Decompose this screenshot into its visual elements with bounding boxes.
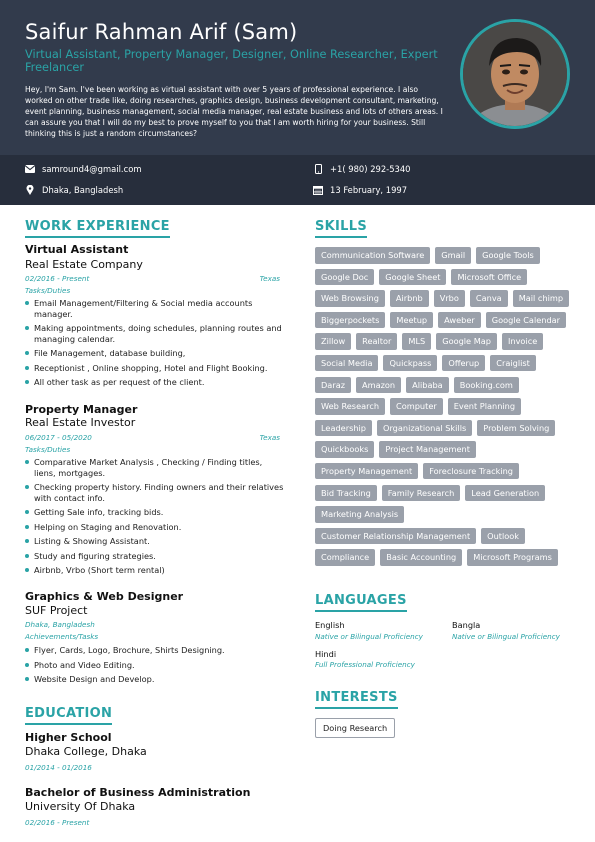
email-text[interactable]: samround4@gmail.com bbox=[42, 164, 142, 174]
language-level: Native or Bilingual Proficiency bbox=[452, 632, 560, 641]
skill-tag: Google Tools bbox=[476, 247, 540, 264]
education-degree: Bachelor of Business Administration bbox=[25, 786, 251, 799]
company: Real Estate Investor bbox=[25, 416, 136, 429]
list-item: Photo and Video Editing. bbox=[25, 660, 285, 671]
list-item: Email Management/Filtering & Social media accounts manager. bbox=[25, 298, 285, 319]
phone-contact[interactable] bbox=[313, 161, 411, 177]
headline: Virtual Assistant, Property Manager, Designer, Online Researcher, Expert Freelancer bbox=[25, 48, 438, 74]
job-title: Property Manager bbox=[25, 403, 138, 416]
job-location: Texas bbox=[259, 433, 280, 442]
education-school: Dhaka College, Dhaka bbox=[25, 745, 147, 758]
job-title: Virtual Assistant bbox=[25, 243, 129, 256]
skill-tag: Offerup bbox=[442, 355, 485, 372]
skill-tag: MLS bbox=[402, 333, 431, 350]
skill-tag: Problem Solving bbox=[477, 420, 555, 437]
skill-tag: Aweber bbox=[438, 312, 481, 329]
list-item: Flyer, Cards, Logo, Brochure, Shirts Designing. bbox=[25, 645, 285, 656]
skill-tag: Booking.com bbox=[454, 377, 519, 394]
location-contact bbox=[25, 182, 123, 198]
language-level: Native or Bilingual Proficiency bbox=[315, 632, 423, 641]
email-contact[interactable] bbox=[25, 161, 141, 177]
skill-tag: Biggerpockets bbox=[315, 312, 385, 329]
list-item: Airbnb, Vrbo (Short term rental) bbox=[25, 565, 285, 576]
job-dates: Dhaka, Bangladesh bbox=[25, 620, 95, 629]
language-name: English bbox=[315, 620, 345, 630]
skill-tag: Google Sheet bbox=[379, 269, 446, 286]
skill-tag: Lead Generation bbox=[465, 485, 545, 502]
skill-tag: Alibaba bbox=[406, 377, 449, 394]
skill-tag: Family Research bbox=[382, 485, 461, 502]
language-name: Hindi bbox=[315, 649, 337, 659]
education-dates: 01/2014 - 01/2016 bbox=[25, 763, 92, 772]
skill-tag: Leadership bbox=[315, 420, 372, 437]
languages-heading: LANGUAGES bbox=[315, 593, 407, 612]
duty-list bbox=[25, 645, 285, 689]
skill-tag: Microsoft Programs bbox=[467, 549, 558, 566]
list-item: Helping on Staging and Renovation. bbox=[25, 522, 285, 533]
skill-tag: Amazon bbox=[356, 377, 401, 394]
skill-tag: Realtor bbox=[356, 333, 397, 350]
list-item: All other task as per request of the client. bbox=[25, 377, 285, 388]
skill-tag: Vrbo bbox=[434, 290, 465, 307]
skill-tag: Basic Accounting bbox=[380, 549, 462, 566]
interest-tag: Doing Research bbox=[315, 718, 395, 738]
list-item: Checking property history. Finding owners and their relatives with contact info. bbox=[25, 482, 285, 503]
phone-icon bbox=[313, 164, 323, 174]
job-meta bbox=[25, 274, 280, 283]
skill-tag: Communication Software bbox=[315, 247, 430, 264]
tasks-label: Tasks/Duties bbox=[25, 445, 71, 454]
education-degree: Higher School bbox=[25, 731, 112, 744]
birthday-text: 13 February, 1997 bbox=[330, 185, 408, 195]
skill-tag: Gmail bbox=[435, 247, 471, 264]
list-item: Making appointments, doing schedules, planning routes and managing calendar. bbox=[25, 323, 285, 344]
location-pin-icon bbox=[25, 185, 35, 195]
job-location: Texas bbox=[259, 274, 280, 283]
birthday-contact bbox=[313, 182, 407, 198]
skill-tag: Google Calendar bbox=[486, 312, 566, 329]
skill-tag: Mail chimp bbox=[513, 290, 569, 307]
skill-tag: Marketing Analysis bbox=[315, 506, 404, 523]
profile-photo-illustration bbox=[463, 22, 567, 126]
phone-text[interactable]: +1( 980) 292-5340 bbox=[330, 164, 411, 174]
skill-tag: Google Map bbox=[436, 333, 497, 350]
skill-tag: Invoice bbox=[502, 333, 543, 350]
skill-tag: Social Media bbox=[315, 355, 378, 372]
skill-tag: Microsoft Office bbox=[451, 269, 527, 286]
tasks-label: Achievements/Tasks bbox=[25, 632, 99, 641]
skills-heading: SKILLS bbox=[315, 219, 367, 238]
list-item: Listing & Showing Assistant. bbox=[25, 536, 285, 547]
list-item: Website Design and Develop. bbox=[25, 674, 285, 685]
skill-tag: Craiglist bbox=[490, 355, 536, 372]
education-dates: 02/2016 - Present bbox=[25, 818, 90, 827]
skill-tag: Bid Tracking bbox=[315, 485, 377, 502]
skill-tag: Outlook bbox=[481, 528, 525, 545]
skill-tag: Google Doc bbox=[315, 269, 374, 286]
calendar-icon bbox=[313, 185, 323, 195]
summary: Hey, I'm Sam. I've been working as virtual assistant with over 5 years of professional experience. I also worked on other trade like, doing researches, graphics design, business development consultant, marketing, event planning, business management, social media manager, real estate business and lots of others areas. I can assure you that I will do my best to prove myself to you that I am worth hiring for your business. Still thinking this is just a random circumstances? bbox=[25, 85, 443, 138]
skill-tag: Property Management bbox=[315, 463, 418, 480]
list-item: Receptionist , Online shopping, Hotel and Flight Booking. bbox=[25, 363, 285, 374]
list-item: Study and figuring strategies. bbox=[25, 551, 285, 562]
list-item: File Management, database building, bbox=[25, 348, 285, 359]
skill-tag: Event Planning bbox=[448, 398, 521, 415]
email-icon bbox=[25, 164, 35, 174]
skill-tag: Canva bbox=[470, 290, 508, 307]
location-text: Dhaka, Bangladesh bbox=[42, 185, 124, 195]
skill-tag: Web Research bbox=[315, 398, 385, 415]
skill-tag: Daraz bbox=[315, 377, 351, 394]
list-item: Comparative Market Analysis , Checking / Finding titles, liens, mortgages. bbox=[25, 457, 285, 478]
skill-tag: Compliance bbox=[315, 549, 375, 566]
language-name: Bangla bbox=[452, 620, 481, 630]
profile-photo bbox=[460, 19, 570, 129]
skill-tag: Computer bbox=[390, 398, 443, 415]
tasks-label: Tasks/Duties bbox=[25, 286, 71, 295]
skill-tag: Airbnb bbox=[390, 290, 429, 307]
list-item: Getting Sale info, tracking bids. bbox=[25, 507, 285, 518]
full-name: Saifur Rahman Arif (Sam) bbox=[25, 20, 298, 44]
contact-bar bbox=[0, 155, 595, 205]
skill-tag: Web Browsing bbox=[315, 290, 385, 307]
company: SUF Project bbox=[25, 604, 88, 617]
resume-header bbox=[0, 0, 595, 155]
skill-tag: Organizational Skills bbox=[377, 420, 472, 437]
skill-tag: Project Management bbox=[379, 441, 476, 458]
language-level: Full Professional Proficiency bbox=[315, 660, 415, 669]
skill-tag: Quickpass bbox=[383, 355, 437, 372]
skill-tag: Meetup bbox=[390, 312, 433, 329]
job-meta bbox=[25, 620, 280, 629]
job-title: Graphics & Web Designer bbox=[25, 590, 184, 603]
company: Real Estate Company bbox=[25, 258, 143, 271]
interests-heading: INTERESTS bbox=[315, 690, 398, 709]
skills-list bbox=[315, 247, 575, 571]
duty-list bbox=[25, 457, 285, 580]
job-dates: 02/2016 - Present bbox=[25, 274, 90, 283]
job-meta bbox=[25, 433, 280, 442]
education-heading: EDUCATION bbox=[25, 706, 112, 725]
skill-tag: Quickbooks bbox=[315, 441, 374, 458]
work-experience-heading: WORK EXPERIENCE bbox=[25, 219, 170, 238]
education-school: University Of Dhaka bbox=[25, 800, 136, 813]
duty-list bbox=[25, 298, 285, 392]
skill-tag: Customer Relationship Management bbox=[315, 528, 476, 545]
skill-tag: Foreclosure Tracking bbox=[423, 463, 519, 480]
skill-tag: Zillow bbox=[315, 333, 351, 350]
job-dates: 06/2017 - 05/2020 bbox=[25, 433, 92, 442]
